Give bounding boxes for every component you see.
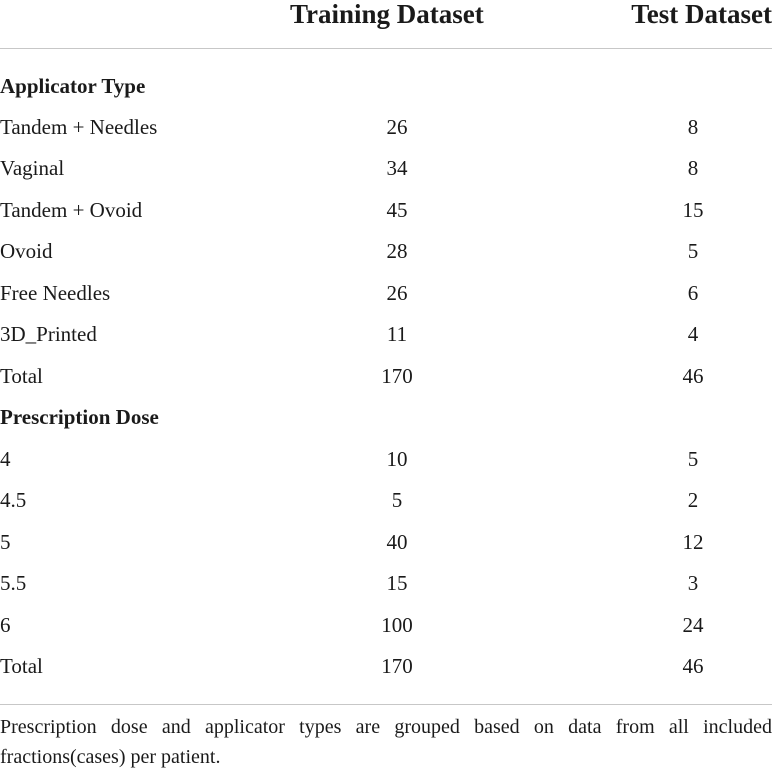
row-label: Free Needles [0,281,111,305]
row-label: Ovoid [0,239,53,263]
training-value: 34 [386,156,408,180]
test-value: 46 [682,364,704,388]
training-value: 170 [381,654,413,678]
table-footnote: Prescription dose and applicator types are grouped based on data from all included fractions(cases) per patient. [0,716,772,768]
table-row [0,107,772,148]
section-title: Applicator Type [0,74,146,98]
column-header-training: Training Dataset [290,0,484,29]
test-value: 2 [687,488,699,512]
table-row [0,605,772,646]
table-row [0,314,772,355]
training-value: 28 [386,239,408,263]
training-value: 10 [386,447,408,471]
row-label: Total [0,654,43,678]
training-value: 15 [386,571,408,595]
table-row [0,231,772,272]
table-row-total [0,356,772,397]
test-value: 8 [687,156,699,180]
row-label: Tandem + Ovoid [0,198,143,222]
table-row [0,148,772,189]
training-value: 26 [386,115,408,139]
table-row [0,522,772,563]
row-label: Vaginal [0,156,65,180]
test-value: 15 [682,198,704,222]
training-value: 170 [381,364,413,388]
test-value: 12 [682,530,704,554]
test-value: 4 [687,322,699,346]
training-value: 5 [391,488,403,512]
column-header-test: Test Dataset [631,0,772,29]
test-value: 8 [687,115,699,139]
test-value: 46 [682,654,704,678]
row-label: 4.5 [0,488,27,512]
training-value: 40 [386,530,408,554]
table-row-total [0,646,772,687]
table-row [0,439,772,480]
row-label: Total [0,364,43,388]
row-label: 4 [0,447,11,471]
section-title: Prescription Dose [0,405,159,429]
table-row [0,273,772,314]
training-value: 45 [386,198,408,222]
training-value: 26 [386,281,408,305]
table-header [0,0,772,49]
table-bottom-rule [0,704,772,705]
training-value: 100 [381,613,413,637]
row-label: 6 [0,613,11,637]
test-value: 5 [687,447,699,471]
section-heading-applicator-type [0,66,772,107]
test-value: 5 [687,239,699,263]
row-label: 5.5 [0,571,27,595]
table-row [0,563,772,604]
row-label: 3D_Printed [0,322,97,346]
test-value: 24 [682,613,704,637]
section-heading-prescription-dose [0,397,772,438]
test-value: 3 [687,571,699,595]
training-value: 11 [386,322,408,346]
table-row [0,480,772,521]
row-label: Tandem + Needles [0,115,158,139]
table-row [0,190,772,231]
test-value: 6 [687,281,699,305]
row-label: 5 [0,530,11,554]
